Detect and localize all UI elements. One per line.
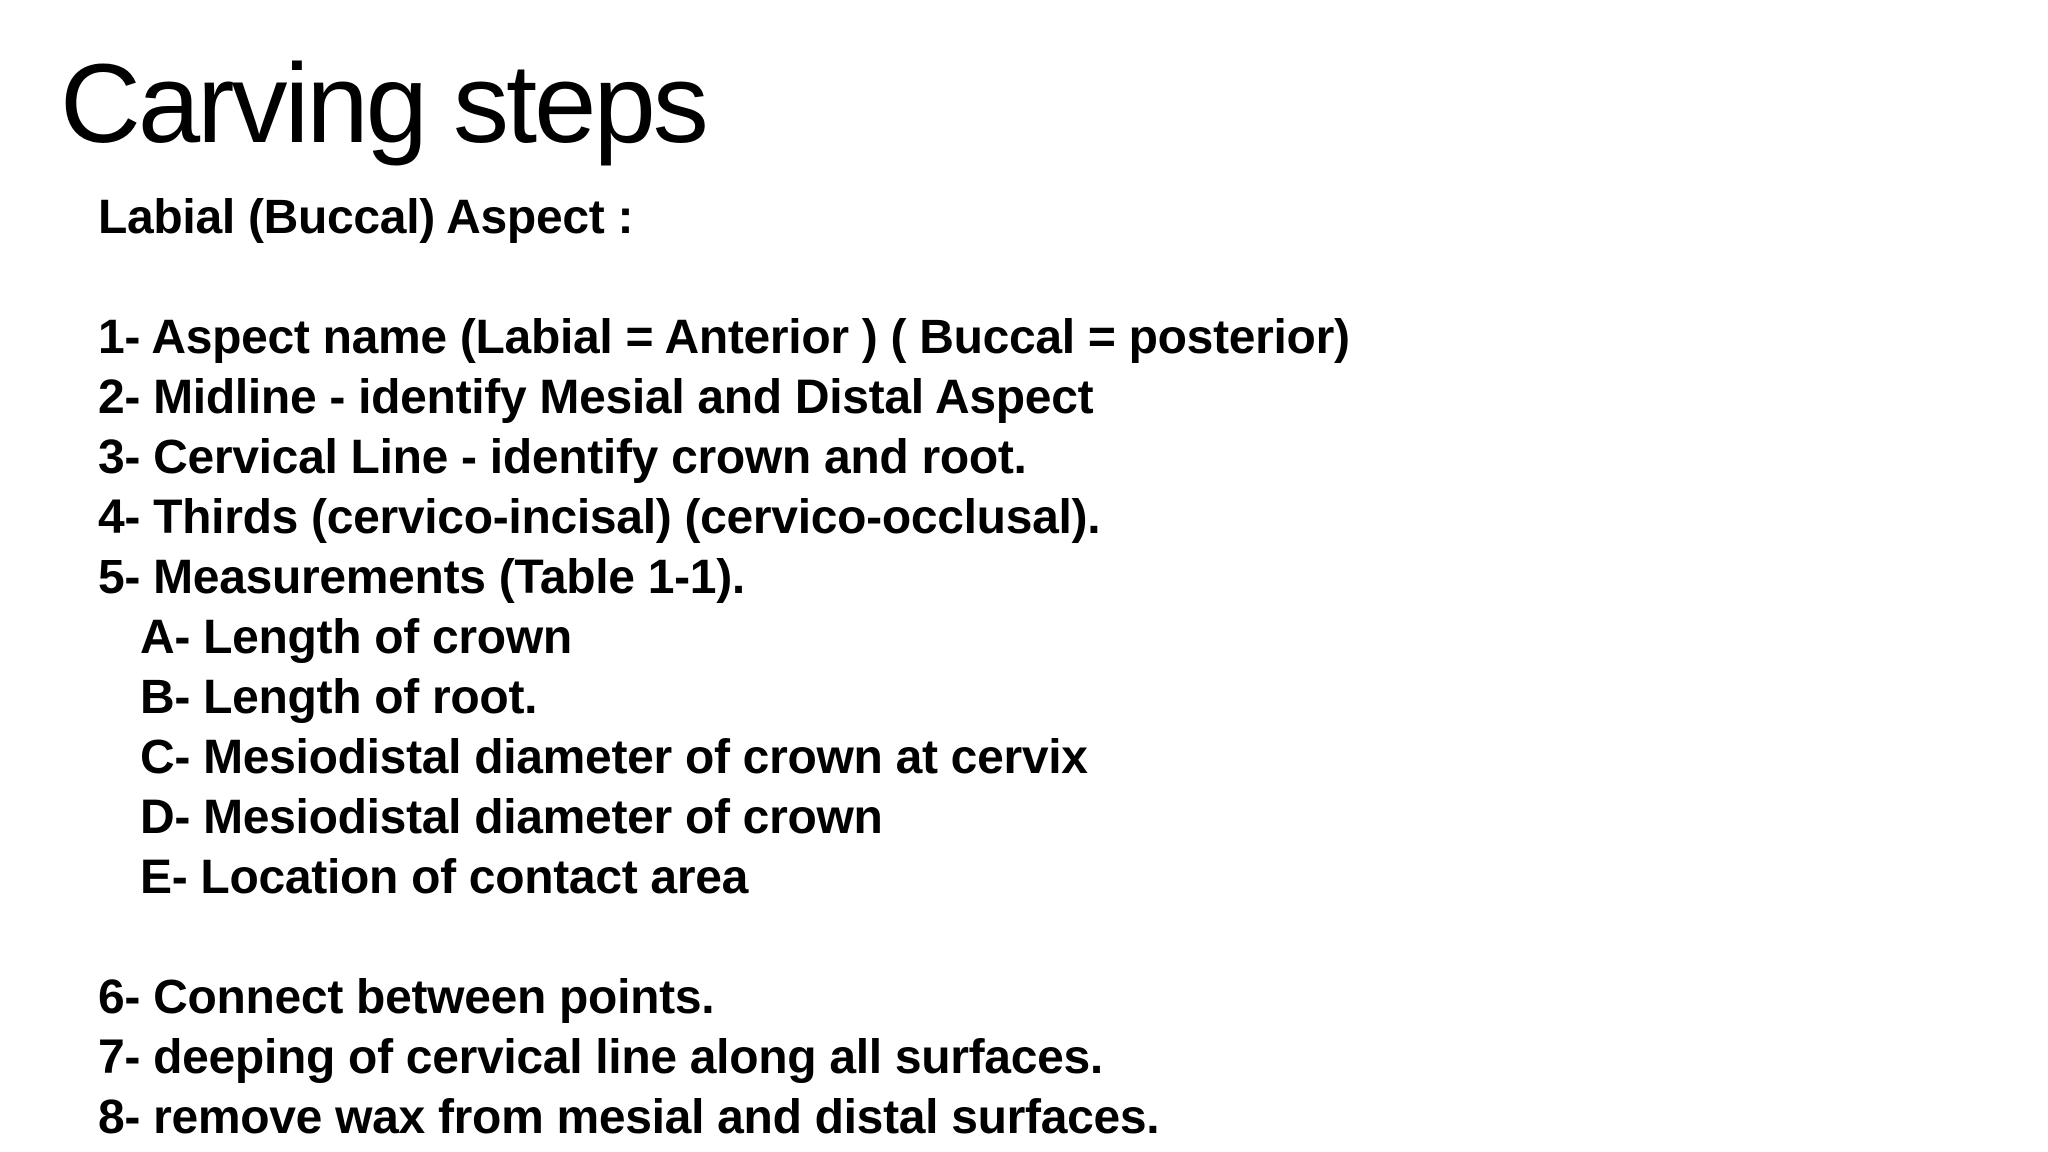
spacer — [98, 908, 1998, 968]
step-item: 7- deeping of cervical line along all surfaces. — [98, 1031, 1103, 1084]
spacer — [98, 248, 1998, 308]
step-item: 6- Connect between points. — [98, 971, 715, 1024]
measurement-item: E- Location of contact area — [140, 851, 749, 904]
step-item: 4- Thirds (cervico-incisal) (cervico-occlusal). — [98, 491, 1101, 544]
step-item: 2- Midline - identify Mesial and Distal Aspect — [98, 371, 1094, 424]
slide-title: Carving steps — [60, 41, 706, 166]
section-heading: Labial (Buccal) Aspect : — [98, 191, 634, 244]
measurement-item: C- Mesiodistal diameter of crown at cervix — [140, 731, 1088, 784]
step-item: 5- Measurements (Table 1-1). — [98, 551, 745, 604]
measurement-item: A- Length of crown — [140, 611, 572, 664]
step-item: 8- remove wax from mesial and distal surfaces. — [98, 1091, 1160, 1144]
step-item: 3- Cervical Line - identify crown and root. — [98, 431, 1027, 484]
measurement-item: B- Length of root. — [140, 671, 538, 724]
slide-content — [98, 188, 1998, 1148]
step-item: 1- Aspect name (Labial = Anterior ) ( Buccal = posterior) — [98, 311, 1350, 364]
measurement-item: D- Mesiodistal diameter of crown — [140, 791, 883, 844]
